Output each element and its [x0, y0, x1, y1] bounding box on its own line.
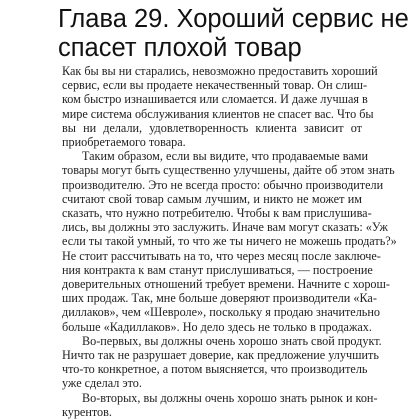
- text-line: Не стоит рассчитывать на то, что через месяц после заключе-: [62, 248, 381, 263]
- text-line: ком быстро изнашивается или сломается. И даже лучшая в: [62, 92, 368, 107]
- text-line: больше «Кадиллаков». Но дело здесь не только в продажах.: [62, 319, 372, 334]
- text-line: Ничто так не разрушает доверие, как предложение улучшить: [62, 348, 379, 362]
- text-line: сервис, если вы продаете некачественный товар. Он слиш-: [62, 78, 368, 93]
- text-line: если ты такой умный, то что же ты ничего не можешь продать?»: [62, 234, 397, 249]
- text-line: сказать, что нужно потребителю. Чтобы к вам прислушива-: [62, 206, 372, 220]
- text-line: товары могут быть существенно улучшены, дайте об этом знать: [62, 163, 395, 178]
- text-line: доверительных отношений требует времени. Начните с хорош-: [62, 277, 390, 291]
- text-line: Во-вторых, вы должны очень хорошо знать рынок и кон-: [82, 390, 378, 405]
- chapter-title-line-2: спасет плохой товар: [58, 34, 302, 62]
- text-line: Как бы вы ни старались, невозможно предоставить хороший: [62, 64, 378, 78]
- text-line: считают свой товар самым лучшим, и никто не может им: [62, 191, 362, 206]
- text-line: Таким образом, если вы видите, что продаваемые вами: [82, 149, 368, 164]
- text-line: уже сделал это.: [62, 376, 142, 391]
- text-line: что-то конкретное, а потом выясняется, что производитель: [62, 362, 368, 377]
- text-line: ших продаж. Так, мне больше доверяют производители «Ка-: [62, 291, 377, 306]
- chapter-title-line-1: Глава 29. Хороший сервис не: [58, 5, 409, 33]
- text-line: Во-первых, вы должны очень хорошо знать свой продукт.: [82, 333, 382, 348]
- text-line: приобретаемого товара.: [62, 135, 186, 149]
- text-line: ния контракта к вам станут прислушиваться, — построение: [62, 262, 373, 277]
- text-line: диллаков», чем «Шевроле», поскольку я продаю значительно: [62, 305, 380, 320]
- text-line: вы ни делали, удовлетворенность клиента зависит от: [62, 120, 362, 135]
- text-line: курентов.: [62, 404, 112, 419]
- text-line: лись, вы должны это заслужить. Иначе вам могут сказать: «Уж: [62, 220, 388, 235]
- text-line: производителю. Это не всегда просто: обычно производители: [62, 177, 384, 192]
- text-line: мире система обслуживания клиентов не спасет вас. Что бы: [62, 106, 374, 121]
